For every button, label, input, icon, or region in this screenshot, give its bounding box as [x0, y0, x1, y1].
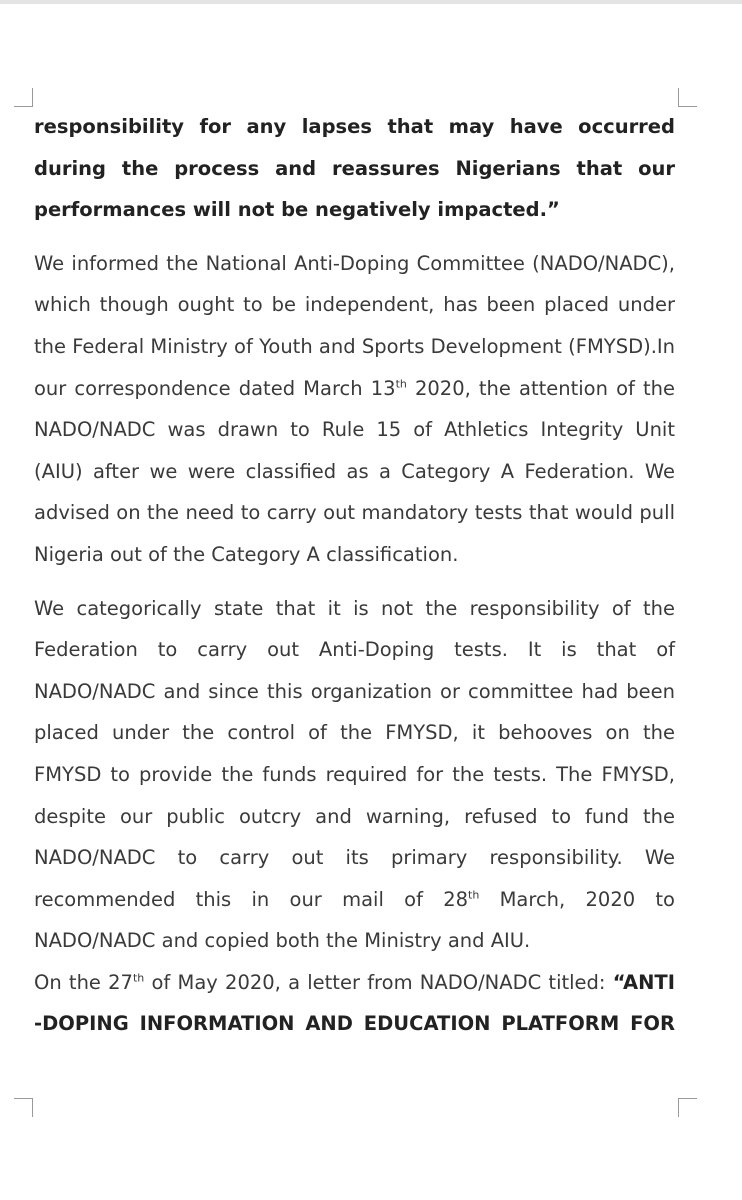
document-body [34, 106, 675, 1045]
paragraph-letter-may [34, 962, 675, 1045]
paragraph-responsibility-statement [34, 588, 675, 962]
paragraph-responsibility-text-a: We categorically state that it is not the responsibility of the Federation to carry out Anti-Doping tests. It is that of NADO/NADC and since this organization or committee had been placed under the control of the FMYSD, it behooves on the FMYSD to provide the funds required for the tests. The FMYSD, despite our public outcry and warning, refused to fund the NADO/NADC to carry out its primary responsibility. We recommended this in our mail of 28 [34, 596, 675, 911]
paragraph-nado-informed-text-a: We informed the National Anti-Doping Committee (NADO/NADC), which though ought to be independent, has been placed under the Federal Ministry of Youth and Sports Development (FMYSD).In our correspondence dated March 13 [34, 251, 675, 400]
paragraph-nado-informed-text-b: 2020, the attention of the NADO/NADC was drawn to Rule 15 of Athletics Integrity Unit (AIU) after we were classified as a Category A Federation. We advised on the need to carry out mandatory tests that would pull Nigeria out of the Category A classification. [34, 376, 675, 566]
paragraph-letter-text-b: of May 2020, a letter from NADO/NADC titled: [144, 970, 613, 994]
bottom-right-margin-marker [678, 1098, 697, 1117]
paragraph-nado-informed [34, 243, 675, 576]
bottom-left-margin-marker [14, 1098, 33, 1117]
paragraph-letter-text-a: On the 27 [34, 970, 133, 994]
document-page [0, 4, 742, 1200]
top-left-margin-marker [14, 88, 33, 107]
ordinal-suffix: th [132, 971, 145, 985]
paragraph-continued-quote: responsibility for any lapses that may have occurred during the process and reassures Nigerians that our performances will not be negatively impacted.” [34, 115, 675, 222]
top-right-margin-marker [678, 88, 697, 107]
ordinal-suffix: th [468, 888, 480, 902]
letter-title-bold: “ANTI -DOPING INFORMATION AND EDUCATION PLATFORM FOR [34, 970, 675, 1036]
ordinal-suffix: th [395, 377, 407, 391]
paragraph-responsibility-text-b: March, 2020 to NADO/NADC and copied both the Ministry and AIU. [34, 887, 675, 953]
